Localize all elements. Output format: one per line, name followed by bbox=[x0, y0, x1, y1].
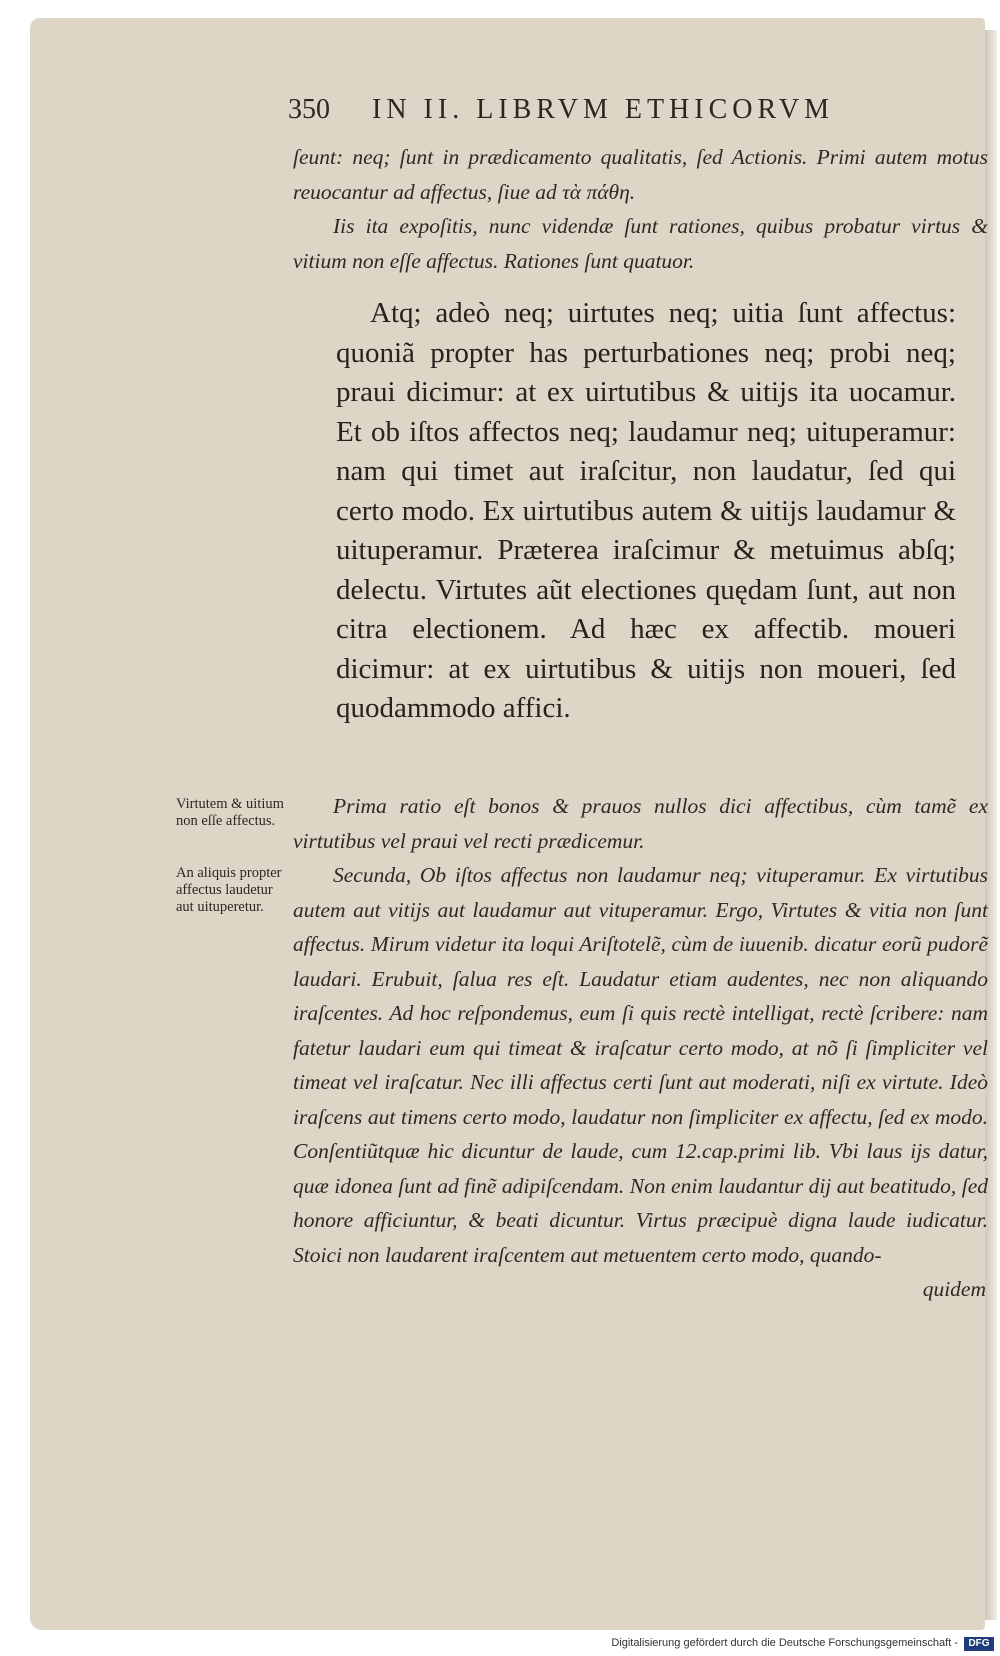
dfg-logo[interactable]: DFG bbox=[964, 1637, 994, 1651]
funding-credit: Digitalisierung gefördert durch die Deutsche Forschungsgemeinschaft - bbox=[611, 1637, 958, 1649]
running-title: IN II. LIBRVM ETHICORVM bbox=[372, 94, 835, 125]
page-header bbox=[288, 94, 834, 126]
commentary-bottom-paragraph-1: Prima ratio eſt bonos & prauos nullos dici affectibus, cùm tamẽ ex virtutibus vel praui vel recti prædicemur. bbox=[293, 794, 988, 853]
commentary-top-paragraph-2: Iis ita expoſitis, nunc videndæ ſunt rationes, quibus probatur virtus & vitium non eſſe affectus. Rationes ſunt quatuor. bbox=[293, 214, 988, 273]
commentary-top-paragraph-1: ſeunt: neq; ſunt in prædicamento qualitatis, ſed Actionis. Primi autem motus reuocantur ad affectus, ſiue ad τὰ πάθη. bbox=[293, 145, 988, 204]
main-text: Atq; adeò neq; uirtutes neq; uitia ſunt affectus: quoniã propter has perturbationes neq; probi neq; praui dicimur: at ex uirtutibus & uitijs ita uocamur. Et ob iſtos affectos neq; laudamur neq; uituperamur: nam qui timet aut iraſcitur, non laudatur, ſed qui certo modo. Ex uirtutibus autem & uitijs laudamur & uituperamur. Præterea iraſcimur & metuimus abſq; delectu. Virtutes aũt electiones quędam ſunt, aut non citra electionem. Ad hæc ex affectib. moueri dicimur: at ex uirtutibus & uitijs non moueri, ſed quodammodo affici. bbox=[336, 297, 956, 724]
footer-bar bbox=[0, 1634, 1000, 1656]
commentary-top bbox=[293, 140, 988, 278]
page-number: 350 bbox=[288, 94, 330, 125]
catchword: quidem bbox=[922, 1277, 986, 1301]
margin-note-1: Virtutem & uitium non eſſe affectus. bbox=[176, 796, 284, 829]
main-text-block bbox=[336, 294, 956, 729]
commentary-bottom-paragraph-2: Secunda, Ob iſtos affectus non laudamur neq; vituperamur. Ex virtutibus autem aut vitijs aut laudamur aut vituperamur. Ergo, Virtutes & vitia non ſunt affectus. Mirum videtur ita loqui Ariſtotelẽ, cùm de iuuenib. dicatur eorũ pudorẽ laudari. Erubuit, ſalua res eſt. Laudatur etiam audentes, nec non aliquando iraſcentes. Ad hoc reſpondemus, eum ſi quis rectè intelligat, rectè ſcribere: nam fatetur laudari eum qui timeat & iraſcatur certo modo, at nõ ſi ſimpliciter vel timeat vel iraſcatur. Nec illi affectus certi ſunt aut moderati, niſi ex virtute. Ideò iraſcens aut timens certo modo, laudatur non ſimpliciter ex affectu, ſed ex modo. Conſentiũtquæ hic dicuntur de laude, cum 12.cap.primi lib. Vbi laus ijs datur, quæ idonea ſunt ad finẽ adipiſcendam. Non enim laudantur dij aut beatitudo, ſed honore afficiuntur, & beati dicuntur. Virtus præcipuè digna laude iudicatur. Stoici non laudarent iraſcentem aut metuentem certo modo, quando- bbox=[293, 863, 988, 1267]
commentary-bottom bbox=[293, 789, 988, 1307]
margin-note-2: An aliquis propter affectus laudetur aut uituperetur. bbox=[176, 865, 282, 915]
